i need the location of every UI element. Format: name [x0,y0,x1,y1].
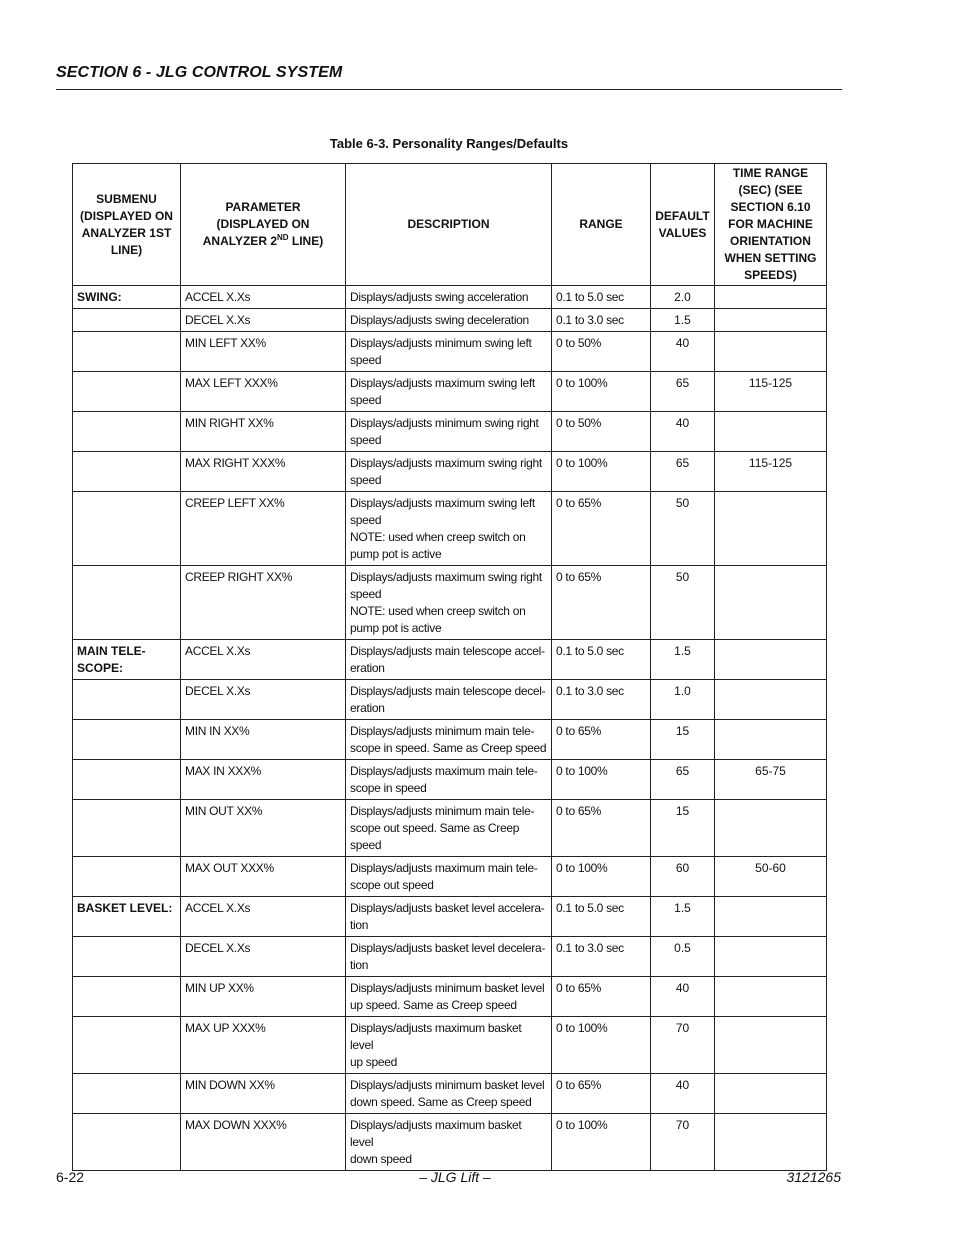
description-line: scope out speed. Same as Creep speed [350,821,520,852]
cell-time-range [715,1114,827,1171]
cell-range: 0 to 65% [552,977,651,1017]
description-line: scope out speed [350,878,434,892]
description-line: down speed. Same as Creep speed [350,1095,532,1109]
cell-submenu [73,1074,181,1114]
cell-default: 40 [651,332,715,372]
cell-parameter: DECEL X.Xs [181,680,346,720]
cell-range: 0.1 to 3.0 sec [552,937,651,977]
cell-time-range [715,412,827,452]
cell-range: 0 to 65% [552,492,651,566]
description-line: NOTE: used when creep switch on [350,530,526,544]
cell-range: 0.1 to 3.0 sec [552,680,651,720]
cell-description [346,720,552,760]
cell-description [346,760,552,800]
description-line: Displays/adjusts maximum swing left [350,496,535,510]
description-line: Displays/adjusts main telescope accel- [350,644,545,658]
cell-range: 0.1 to 3.0 sec [552,309,651,332]
table-row [73,412,827,452]
cell-parameter: MIN UP XX% [181,977,346,1017]
table-row [73,309,827,332]
cell-submenu [73,286,181,309]
description-line: speed [350,393,382,407]
table-row [73,977,827,1017]
table-row [73,760,827,800]
cell-description [346,1017,552,1074]
cell-parameter: MAX DOWN XXX% [181,1114,346,1171]
cell-description [346,309,552,332]
cell-range: 0 to 50% [552,332,651,372]
cell-submenu [73,309,181,332]
cell-submenu [73,332,181,372]
cell-range: 0 to 65% [552,720,651,760]
description-line: up speed [350,1055,397,1069]
cell-range: 0.1 to 5.0 sec [552,897,651,937]
description-line: speed [350,353,382,367]
header-rule [56,89,842,90]
cell-default: 50 [651,492,715,566]
cell-submenu [73,492,181,566]
cell-parameter: MIN IN XX% [181,720,346,760]
cell-default: 70 [651,1114,715,1171]
col-header-time-range: TIME RANGE (SEC) (SEE SECTION 6.10 FOR MACHINE ORIENTATION WHEN SETTING SPEEDS) [715,164,827,286]
cell-range: 0 to 100% [552,1114,651,1171]
description-line: pump pot is active [350,621,442,635]
table-row [73,452,827,492]
cell-range: 0 to 65% [552,566,651,640]
cell-time-range: 115-125 [715,372,827,412]
cell-range: 0.1 to 5.0 sec [552,286,651,309]
cell-time-range: 115-125 [715,452,827,492]
cell-time-range [715,332,827,372]
cell-time-range [715,680,827,720]
cell-default: 65 [651,452,715,492]
cell-default: 50 [651,566,715,640]
description-line: Displays/adjusts maximum swing right [350,570,542,584]
cell-parameter: ACCEL X.Xs [181,897,346,937]
col-header-submenu: SUBMENU (DISPLAYED ON ANALYZER 1ST LINE) [73,164,181,286]
description-line: down speed [350,1152,412,1166]
table-row [73,286,827,309]
description-line: eration [350,661,385,675]
description-line: Displays/adjusts basket level decelera- [350,941,546,955]
cell-default: 70 [651,1017,715,1074]
description-line: Displays/adjusts basket level accelera- [350,901,545,915]
cell-parameter: DECEL X.Xs [181,309,346,332]
page-number: 6-22 [56,1169,85,1185]
section-title: SECTION 6 - JLG CONTROL SYSTEM [56,64,343,81]
cell-default: 15 [651,800,715,857]
cell-range: 0 to 100% [552,372,651,412]
description-line: pump pot is active [350,547,442,561]
cell-parameter: DECEL X.Xs [181,937,346,977]
cell-submenu [73,800,181,857]
cell-submenu [73,452,181,492]
cell-submenu [73,897,181,937]
cell-time-range [715,286,827,309]
cell-submenu [73,720,181,760]
description-line: tion [350,918,369,932]
cell-submenu [73,640,181,680]
description-line: Displays/adjusts maximum swing left [350,376,535,390]
cell-range: 0 to 100% [552,760,651,800]
cell-description [346,1074,552,1114]
cell-submenu [73,977,181,1017]
cell-time-range [715,1074,827,1114]
cell-description [346,897,552,937]
description-line: speed [350,473,382,487]
cell-submenu [73,1017,181,1074]
cell-time-range: 50-60 [715,857,827,897]
cell-default: 1.5 [651,309,715,332]
cell-range: 0 to 100% [552,452,651,492]
cell-description [346,372,552,412]
description-line: speed [350,587,382,601]
cell-default: 2.0 [651,286,715,309]
cell-parameter: MIN OUT XX% [181,800,346,857]
table-row [73,857,827,897]
cell-time-range [715,720,827,760]
table-row [73,1114,827,1171]
cell-submenu [73,566,181,640]
col-header-parameter: PARAMETER (DISPLAYED ON ANALYZER 2ND LINE) [181,164,346,286]
submenu-line: SCOPE: [77,661,124,675]
description-line: speed [350,433,382,447]
cell-parameter: MAX UP XXX% [181,1017,346,1074]
cell-description [346,857,552,897]
cell-time-range [715,492,827,566]
table-row [73,1017,827,1074]
cell-parameter: ACCEL X.Xs [181,640,346,680]
cell-range: 0 to 100% [552,1017,651,1074]
description-line: Displays/adjusts minimum basket level [350,1078,545,1092]
description-line: Displays/adjusts maximum basket level [350,1021,522,1052]
col-header-default: DEFAULT VALUES [651,164,715,286]
description-line: Displays/adjusts minimum main tele- [350,724,535,738]
description-line: Displays/adjusts maximum main tele- [350,861,538,875]
table-row [73,492,827,566]
description-line: scope in speed. Same as Creep speed [350,741,547,755]
cell-time-range [715,897,827,937]
table-row [73,372,827,412]
cell-default: 60 [651,857,715,897]
table-row [73,800,827,857]
submenu-line: SWING: [77,290,122,304]
cell-parameter: ACCEL X.Xs [181,286,346,309]
cell-submenu [73,372,181,412]
cell-description [346,566,552,640]
cell-time-range [715,640,827,680]
cell-time-range [715,937,827,977]
table-row [73,680,827,720]
cell-time-range: 65-75 [715,760,827,800]
table-row [73,1074,827,1114]
table-row [73,937,827,977]
description-line: scope in speed [350,781,427,795]
table-caption: Table 6-3. Personality Ranges/Defaults [329,136,569,151]
description-line: Displays/adjusts main telescope decel- [350,684,546,698]
cell-submenu [73,680,181,720]
cell-description [346,640,552,680]
submenu-line: BASKET LEVEL: [77,901,173,915]
cell-description [346,937,552,977]
col-header-range: RANGE [552,164,651,286]
cell-range: 0 to 65% [552,1074,651,1114]
cell-submenu [73,760,181,800]
cell-time-range [715,309,827,332]
cell-description [346,977,552,1017]
table-row [73,566,827,640]
cell-default: 65 [651,760,715,800]
cell-range: 0 to 65% [552,800,651,857]
cell-parameter: MAX RIGHT XXX% [181,452,346,492]
cell-default: 0.5 [651,937,715,977]
cell-default: 1.5 [651,897,715,937]
cell-submenu [73,412,181,452]
cell-description [346,332,552,372]
cell-default: 40 [651,412,715,452]
cell-submenu [73,857,181,897]
description-line: Displays/adjusts swing deceleration [350,313,529,327]
description-line: tion [350,958,369,972]
cell-parameter: MAX OUT XXX% [181,857,346,897]
description-line: Displays/adjusts swing acceleration [350,290,529,304]
description-line: Displays/adjusts minimum main tele- [350,804,535,818]
cell-description [346,680,552,720]
description-line: eration [350,701,385,715]
cell-description [346,286,552,309]
cell-submenu [73,937,181,977]
cell-parameter: MIN LEFT XX% [181,332,346,372]
cell-description [346,492,552,566]
cell-time-range [715,566,827,640]
cell-default: 65 [651,372,715,412]
col-header-description: DESCRIPTION [346,164,552,286]
cell-parameter: MIN RIGHT XX% [181,412,346,452]
cell-default: 15 [651,720,715,760]
description-line: Displays/adjusts minimum swing left [350,336,532,350]
cell-description [346,1114,552,1171]
description-line: Displays/adjusts minimum basket level [350,981,545,995]
table-row [73,720,827,760]
description-line: Displays/adjusts maximum main tele- [350,764,538,778]
cell-parameter: MAX LEFT XXX% [181,372,346,412]
footer-publisher: – JLG Lift – [419,1169,491,1185]
table-row [73,332,827,372]
cell-range: 0.1 to 5.0 sec [552,640,651,680]
cell-default: 40 [651,977,715,1017]
cell-default: 1.0 [651,680,715,720]
cell-description [346,412,552,452]
personality-table [72,163,827,1171]
description-line: NOTE: used when creep switch on [350,604,526,618]
cell-range: 0 to 100% [552,857,651,897]
table-header-row [73,164,827,286]
table-row [73,897,827,937]
description-line: speed [350,513,382,527]
cell-submenu [73,1114,181,1171]
description-line: Displays/adjusts maximum basket level [350,1118,522,1149]
cell-time-range [715,800,827,857]
cell-description [346,800,552,857]
cell-time-range [715,1017,827,1074]
cell-range: 0 to 50% [552,412,651,452]
cell-parameter: CREEP RIGHT XX% [181,566,346,640]
description-line: Displays/adjusts minimum swing right [350,416,539,430]
cell-parameter: MIN DOWN XX% [181,1074,346,1114]
cell-time-range [715,977,827,1017]
document-number: 3121265 [786,1169,841,1185]
cell-description [346,452,552,492]
description-line: Displays/adjusts maximum swing right [350,456,542,470]
cell-default: 1.5 [651,640,715,680]
submenu-line: MAIN TELE- [77,644,146,658]
cell-parameter: MAX IN XXX% [181,760,346,800]
cell-parameter: CREEP LEFT XX% [181,492,346,566]
cell-default: 40 [651,1074,715,1114]
table-row [73,640,827,680]
description-line: up speed. Same as Creep speed [350,998,517,1012]
